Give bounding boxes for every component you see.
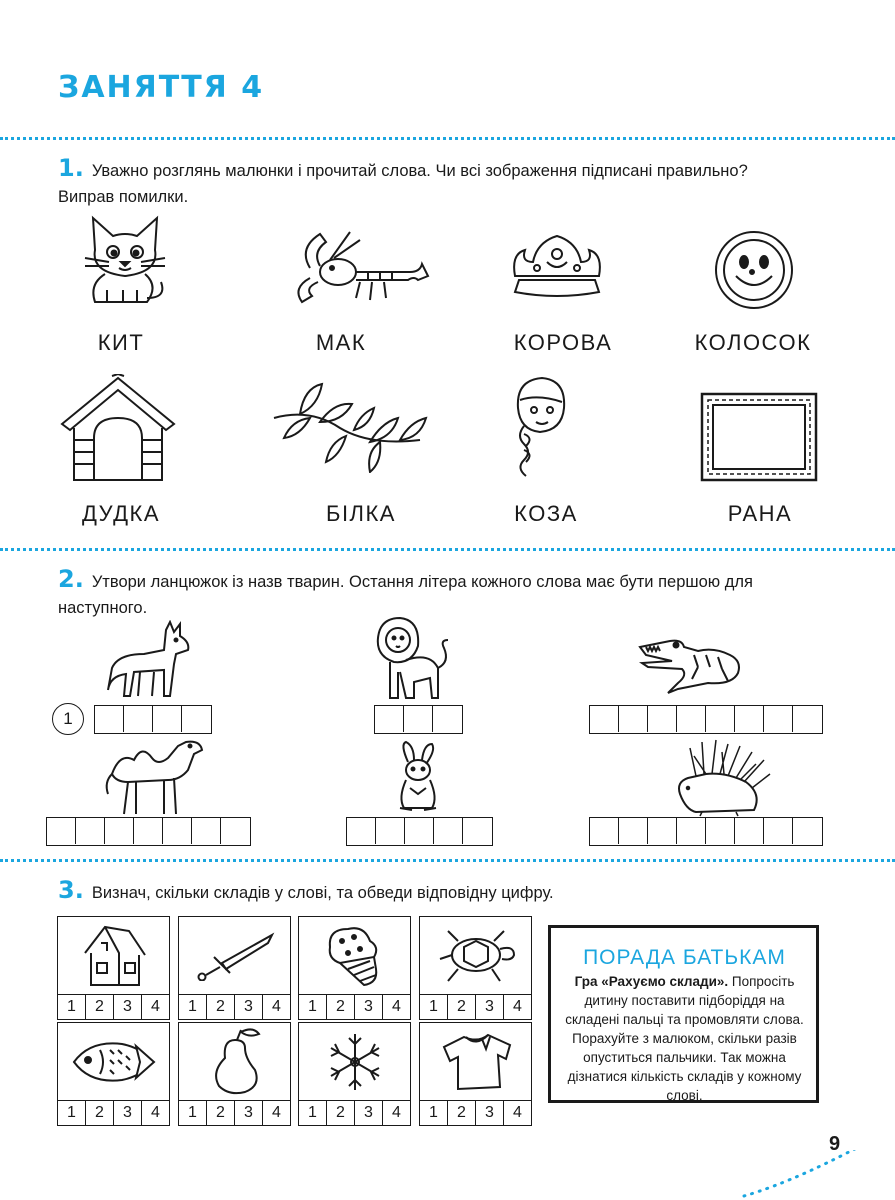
dotted-divider xyxy=(0,859,895,862)
ball-icon xyxy=(712,228,796,312)
sword-icon xyxy=(192,931,278,981)
cat-icon xyxy=(75,210,175,310)
tip-body: Попросіть дитину поставити підборіддя на складені пальці та промовляти слова. Порахуйте з малюком, скільки разів опуститься пальчики. Так можна дізнатися кількість складів у кожному слові. xyxy=(565,974,804,1103)
syllable-card xyxy=(178,916,291,1020)
answer-cells-crocodile[interactable] xyxy=(589,705,823,734)
choice-1[interactable]: 1 xyxy=(58,1101,86,1125)
choice-3[interactable]: 3 xyxy=(114,1101,142,1125)
word-label: БІЛКА xyxy=(326,501,396,526)
choice-4[interactable]: 4 xyxy=(513,998,522,1015)
hare-icon xyxy=(390,740,446,812)
dotted-divider xyxy=(0,137,895,140)
card-image xyxy=(178,1022,291,1100)
answer-cells-porcupine[interactable] xyxy=(589,817,823,846)
choice-4[interactable]: 4 xyxy=(392,1104,401,1121)
syllable-card xyxy=(178,1022,291,1126)
choice-3[interactable]: 3 xyxy=(114,995,142,1019)
task3-instruction xyxy=(58,877,554,906)
choice-4[interactable]: 4 xyxy=(392,998,401,1015)
choice-4[interactable]: 4 xyxy=(151,998,160,1015)
choice-4[interactable]: 4 xyxy=(272,1104,281,1121)
chain-start-marker: 1 xyxy=(52,703,84,735)
camel-icon xyxy=(102,736,206,816)
syllable-choices xyxy=(178,994,291,1020)
card-image xyxy=(419,916,532,994)
turtle-icon xyxy=(434,925,518,987)
syllable-choices xyxy=(419,994,532,1020)
answer-cells-camel[interactable] xyxy=(46,817,251,846)
card-image xyxy=(298,916,411,994)
tshirt-icon xyxy=(438,1031,514,1093)
card-image xyxy=(57,916,170,994)
answer-cells-hare[interactable] xyxy=(346,817,493,846)
choice-2[interactable]: 2 xyxy=(207,995,235,1019)
task1-text2: Виправ помилки. xyxy=(58,188,189,206)
tip-text xyxy=(561,972,808,1105)
word-label: КОЗА xyxy=(514,501,578,526)
word-label: РАНА xyxy=(727,501,793,526)
choice-3[interactable]: 3 xyxy=(355,995,383,1019)
choice-2[interactable]: 2 xyxy=(207,1101,235,1125)
choice-4[interactable]: 4 xyxy=(513,1104,522,1121)
syllable-card xyxy=(57,1022,170,1126)
word-label: КОРОВА xyxy=(513,330,613,355)
card-image xyxy=(178,916,291,994)
syllable-card xyxy=(419,1022,532,1126)
answer-cells-lion[interactable] xyxy=(374,705,463,734)
tip-title: ПОРАДА БАТЬКАМ xyxy=(583,946,786,969)
task3-text: Визнач, скільки складів у слові, та обведи відповідну цифру. xyxy=(91,884,554,902)
syllable-card xyxy=(57,916,170,1020)
pear-icon xyxy=(205,1026,265,1098)
choice-3[interactable]: 3 xyxy=(235,995,263,1019)
frame-icon xyxy=(700,392,818,482)
page-number: 9 xyxy=(829,1133,841,1155)
crown-icon xyxy=(507,232,607,300)
card-image xyxy=(419,1022,532,1100)
choice-1[interactable]: 1 xyxy=(299,995,327,1019)
card-image xyxy=(298,1022,411,1100)
crocodile-icon xyxy=(638,633,746,697)
lion-icon xyxy=(370,612,456,704)
house-icon xyxy=(79,923,149,989)
ice-cream-icon xyxy=(320,923,390,989)
task2-number: 2. xyxy=(58,565,84,593)
task1-number: 1. xyxy=(58,154,84,182)
dotted-divider xyxy=(0,548,895,551)
corner-dotted-line xyxy=(740,1150,895,1200)
choice-4[interactable]: 4 xyxy=(272,998,281,1015)
lesson-title: ЗАНЯТТЯ 4 xyxy=(58,70,265,105)
choice-4[interactable]: 4 xyxy=(151,1104,160,1121)
answer-cells-wolf[interactable] xyxy=(94,705,212,734)
choice-1[interactable]: 1 xyxy=(420,1101,448,1125)
word-label: МАК xyxy=(315,330,367,355)
parent-tip-box xyxy=(548,925,819,1103)
syllable-choices xyxy=(419,1100,532,1126)
choice-1[interactable]: 1 xyxy=(179,1101,207,1125)
syllable-card xyxy=(298,1022,411,1126)
fish-icon xyxy=(70,1032,158,1092)
word-label: ДУДКА xyxy=(81,501,161,526)
tip-bold: Гра «Рахуємо склади». xyxy=(574,974,729,989)
choice-3[interactable]: 3 xyxy=(355,1101,383,1125)
word-label: КОЛОСОК xyxy=(694,330,812,355)
choice-1[interactable]: 1 xyxy=(299,1101,327,1125)
crayfish-icon xyxy=(290,228,430,308)
card-image xyxy=(57,1022,170,1100)
syllable-card xyxy=(419,916,532,1020)
task1-text: Уважно розглянь малюнки і прочитай слова. Чи всі зображення підписані правильно? xyxy=(91,162,748,180)
branch-icon xyxy=(270,378,430,473)
task2-text: Утвори ланцюжок із назв тварин. Остання літера кожного слова має бути першою для xyxy=(91,573,753,591)
wolf-icon xyxy=(104,620,194,700)
choice-3[interactable]: 3 xyxy=(476,995,504,1019)
choice-3[interactable]: 3 xyxy=(235,1101,263,1125)
doghouse-icon xyxy=(58,374,178,484)
task2-text2: наступного. xyxy=(58,599,148,617)
choice-1[interactable]: 1 xyxy=(179,995,207,1019)
choice-2[interactable]: 2 xyxy=(327,995,355,1019)
choice-2[interactable]: 2 xyxy=(86,1101,114,1125)
snowflake-icon xyxy=(323,1030,387,1094)
syllable-choices xyxy=(298,994,411,1020)
choice-1[interactable]: 1 xyxy=(58,995,86,1019)
choice-2[interactable]: 2 xyxy=(327,1101,355,1125)
syllable-choices xyxy=(57,1100,170,1126)
choice-2[interactable]: 2 xyxy=(448,1101,476,1125)
choice-1[interactable]: 1 xyxy=(420,995,448,1019)
word-label: КИТ xyxy=(97,330,145,355)
syllable-card xyxy=(298,916,411,1020)
porcupine-icon xyxy=(666,738,774,818)
syllable-choices xyxy=(178,1100,291,1126)
choice-2[interactable]: 2 xyxy=(86,995,114,1019)
choice-3[interactable]: 3 xyxy=(476,1101,504,1125)
task3-number: 3. xyxy=(58,876,84,904)
syllable-choices xyxy=(298,1100,411,1126)
choice-2[interactable]: 2 xyxy=(448,995,476,1019)
syllable-choices xyxy=(57,994,170,1020)
task1-instruction xyxy=(58,155,748,210)
braid-icon xyxy=(508,374,572,478)
